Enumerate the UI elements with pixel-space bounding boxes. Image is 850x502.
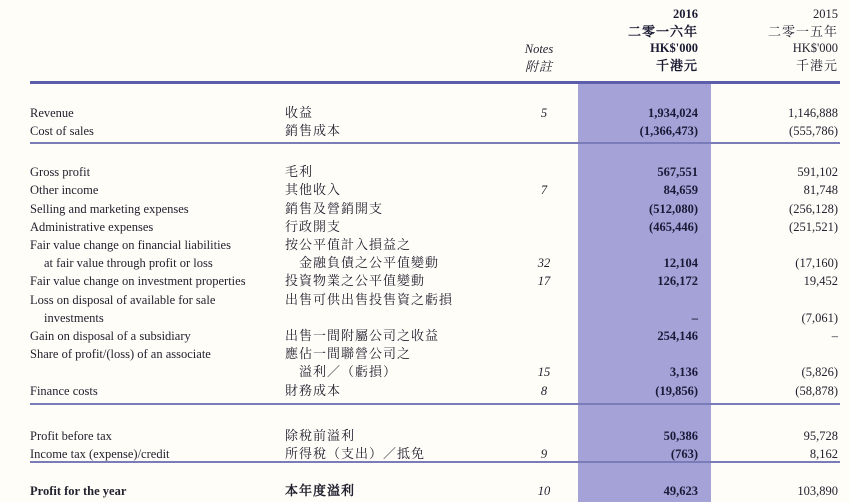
table-row xyxy=(0,236,850,254)
row-value-2016: 84,659 xyxy=(663,183,698,197)
row-label-zh: 行政開支 xyxy=(285,219,342,234)
row-label-en: at fair value through profit or loss xyxy=(44,256,213,270)
row-label-zh: 銷售成本 xyxy=(285,123,342,138)
row-value-2015: (7,061) xyxy=(801,311,838,325)
row-value-2015: (251,521) xyxy=(789,220,838,234)
row-label-zh: 應佔一間聯營公司之 xyxy=(285,346,412,361)
row-value-2015: 95,728 xyxy=(803,429,838,443)
row-note-ref: 10 xyxy=(537,484,551,498)
row-label-zh: 本年度溢利 xyxy=(285,483,356,498)
notes-label-zh: 附註 xyxy=(524,59,553,74)
row-label-zh: 收益 xyxy=(285,105,314,120)
row-label-zh: 出售可供出售投售資之虧損 xyxy=(285,292,454,307)
row-value-2015: – xyxy=(831,329,838,343)
header-divider xyxy=(30,81,840,84)
year-2016: 2016 xyxy=(673,7,698,21)
row-label-zh: 所得稅（支出）／抵免 xyxy=(285,446,426,461)
row-value-2016: 50,386 xyxy=(663,429,698,443)
row-label-zh: 按公平值計入損益之 xyxy=(285,237,412,252)
table-row xyxy=(0,122,850,140)
row-label-zh: 溢利／（虧損） xyxy=(299,364,398,379)
row-label-en: Other income xyxy=(30,183,99,197)
row-value-2016: (763) xyxy=(670,447,698,461)
row-value-2016: (19,856) xyxy=(655,384,698,398)
row-label-en: Income tax (expense)/credit xyxy=(30,447,170,461)
table-row xyxy=(0,427,850,445)
row-value-2016: (1,366,473) xyxy=(639,124,698,138)
row-value-2015: 19,452 xyxy=(803,274,838,288)
table-row xyxy=(0,309,850,327)
table-row xyxy=(0,104,850,122)
row-value-2016: – xyxy=(691,311,698,325)
table-row xyxy=(0,291,850,309)
row-value-2015: (17,160) xyxy=(795,256,838,270)
row-value-2015: (256,128) xyxy=(789,202,838,216)
table-row xyxy=(0,445,850,463)
row-value-2015: 103,890 xyxy=(797,484,838,498)
table-row-total xyxy=(0,482,850,500)
row-label-zh: 毛利 xyxy=(285,164,314,179)
table-row xyxy=(0,200,850,218)
row-note-ref: 7 xyxy=(540,183,548,197)
row-note-ref: 15 xyxy=(537,365,551,379)
unit-2016: HK$'000 xyxy=(650,41,698,55)
row-label-en: Fair value change on investment properties xyxy=(30,274,246,288)
row-label-en: Profit for the year xyxy=(30,484,127,498)
row-label-zh: 除稅前溢利 xyxy=(285,428,356,443)
year-2015-zh: 二零一五年 xyxy=(767,24,838,39)
row-value-2015: (58,878) xyxy=(795,384,838,398)
notes-label-en: Notes xyxy=(524,42,554,56)
row-value-2016: 254,146 xyxy=(657,329,698,343)
row-value-2016: (512,080) xyxy=(649,202,698,216)
row-value-2015: 591,102 xyxy=(797,165,838,179)
column-header-2015 xyxy=(700,6,838,74)
row-value-2016: 3,136 xyxy=(669,365,698,379)
unit-2015-zh: 千港元 xyxy=(795,58,838,73)
row-label-zh: 財務成本 xyxy=(285,383,342,398)
row-value-2015: 8,162 xyxy=(809,447,838,461)
row-note-ref: 5 xyxy=(540,106,548,120)
row-note-ref: 32 xyxy=(537,256,551,270)
column-header-2016 xyxy=(555,6,698,74)
unit-2015: HK$'000 xyxy=(792,41,838,55)
table-row xyxy=(0,218,850,236)
row-label-zh: 金融負債之公平值變動 xyxy=(299,255,440,270)
row-value-2016: 126,172 xyxy=(657,274,698,288)
row-value-2016: 49,623 xyxy=(663,484,698,498)
row-label-en: Selling and marketing expenses xyxy=(30,202,189,216)
row-label-en: Loss on disposal of available for sale xyxy=(30,293,216,307)
row-label-en: Administrative expenses xyxy=(30,220,154,234)
row-value-2016: (465,446) xyxy=(649,220,698,234)
divider xyxy=(30,403,840,405)
table-row xyxy=(0,363,850,381)
row-label-en: investments xyxy=(44,311,104,325)
row-label-en: Revenue xyxy=(30,106,74,120)
row-value-2015: (5,826) xyxy=(801,365,838,379)
divider xyxy=(30,142,840,144)
row-note-ref: 17 xyxy=(537,274,551,288)
table-row xyxy=(0,254,850,272)
row-value-2015: 81,748 xyxy=(803,183,838,197)
row-label-en: Finance costs xyxy=(30,384,98,398)
row-label-zh: 投資物業之公平值變動 xyxy=(285,273,426,288)
row-label-en: Share of profit/(loss) of an associate xyxy=(30,347,211,361)
row-label-zh: 其他收入 xyxy=(285,182,342,197)
row-value-2016: 12,104 xyxy=(663,256,698,270)
row-label-en: Profit before tax xyxy=(30,429,112,443)
row-label-en: Cost of sales xyxy=(30,124,94,138)
year-2016-zh: 二零一六年 xyxy=(627,24,698,39)
row-label-en: Fair value change on financial liabilities xyxy=(30,238,231,252)
table-row xyxy=(0,382,850,400)
table-row xyxy=(0,272,850,290)
row-note-ref: 8 xyxy=(540,384,548,398)
unit-2016-zh: 千港元 xyxy=(655,58,698,73)
table-row xyxy=(0,163,850,181)
row-value-2015: 1,146,888 xyxy=(788,106,838,120)
year-2015: 2015 xyxy=(813,7,838,21)
row-value-2016: 567,551 xyxy=(657,165,698,179)
row-label-zh: 銷售及營銷開支 xyxy=(285,201,384,216)
row-value-2015: (555,786) xyxy=(789,124,838,138)
row-note-ref: 9 xyxy=(540,447,548,461)
table-row xyxy=(0,345,850,363)
row-label-en: Gross profit xyxy=(30,165,91,179)
table-row xyxy=(0,327,850,345)
row-value-2016: 1,934,024 xyxy=(648,106,698,120)
table-row xyxy=(0,181,850,199)
row-label-en: Gain on disposal of a subsidiary xyxy=(30,329,191,343)
row-label-zh: 出售一間附屬公司之收益 xyxy=(285,328,440,343)
